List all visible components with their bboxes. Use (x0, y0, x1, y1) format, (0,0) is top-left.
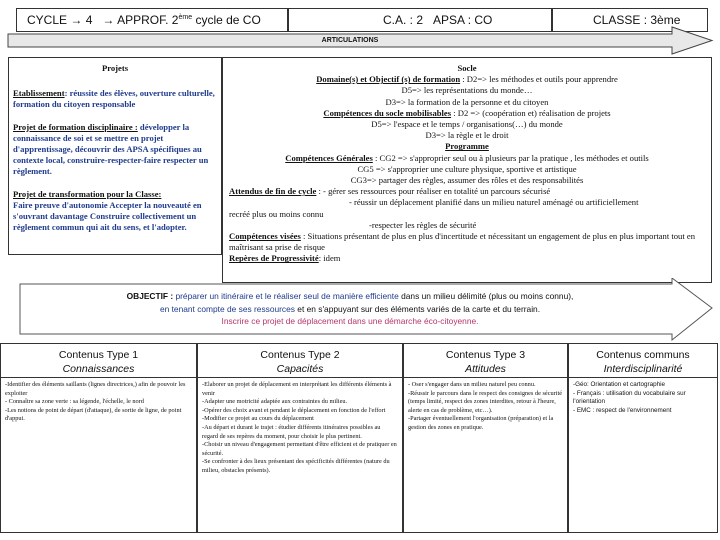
reperes-label: Repères de Progressivité (229, 253, 319, 264)
column-line: -Réussir le parcours dans le respect des consignes de sécurité (temps limité, respect des zones interdites, retour à l'heure, alerte en cas de problème, etc…). (408, 389, 563, 414)
socle-panel (222, 57, 712, 283)
contenus-type2-column (197, 343, 403, 533)
projets-panel (8, 57, 222, 255)
objectif-text: et en s'appuyant sur des éléments variés de la carte et du terrain. (297, 303, 541, 314)
socle-title: Socle (457, 63, 477, 73)
competences-visees-line (229, 231, 705, 253)
column-line: -Au départ et durant le trajet : étudier différents itinéraires possibles au regard de ses repères du moment, pour choisir le plus pertinent. (202, 423, 381, 440)
objectif-text-block (40, 290, 660, 328)
competences-generales-text: : CG2 => s'approprier seul ou à plusieurs par la pratique , les méthodes et outils (372, 152, 649, 163)
column-subtitle-text: Connaissances (62, 363, 135, 375)
projet-formation-text: développer la connaissance de soi et se mettre en projet d'apprentissage, découvrir des APSA spécifiques au contexte local, construire-respecter-faire respecter un règlement. (13, 121, 209, 177)
objectif-text: dans un milieu délimité (plus ou moins connu), (401, 291, 574, 301)
approf-label: APPROF. (117, 13, 169, 27)
column-title: Contenus Type 2 (260, 349, 340, 361)
column-subtitle-text: Interdisciplinarité (603, 363, 683, 375)
domaines-text: : D2=> les méthodes et outils pour apprendre (460, 74, 618, 85)
projet-classe-text: Faire preuve d'autonomie Accepter la nouveauté en s'ouvrant davantage Construire collectivement un règlement commun qui ait du sens, et l'adopter. (13, 199, 202, 233)
objectif-text: en tenant compte de ses ressources (159, 303, 298, 314)
classe-label: CLASSE : 3ème (593, 13, 681, 27)
column-title: Contenus communs (596, 349, 690, 361)
competences-socle-text: D5=> l'espace et le temps / organisations(…) du monde (371, 119, 563, 130)
attendus-line (229, 186, 705, 197)
objectif-text: Inscrire ce projet de déplacement dans une démarche éco-citoyenne. (221, 316, 479, 326)
ordinal: 2 (171, 13, 179, 27)
column-subtitle (569, 362, 717, 376)
contenus-type3-column (403, 343, 568, 533)
competences-generales-line (229, 153, 705, 164)
projet-formation-label: Projet de formation disciplinaire : (13, 121, 138, 132)
attendus-text: -respecter les règles de sécurité (369, 219, 477, 230)
contenus-communs-column (568, 343, 718, 533)
cycle-label: CYCLE (27, 13, 68, 27)
projet-classe-block (13, 189, 217, 234)
apsa-label: APSA : CO (433, 13, 493, 27)
column-line: -Partager éventuellement l'organisation (préparation) et la gestion des zones en pratique. (408, 415, 554, 431)
domaines-line (229, 74, 705, 85)
column-line: -Opérer des choix avant et pendant le déplacement en fonction de l'effort (202, 406, 386, 414)
competences-socle-label: Compétences du socle mobilisables (323, 107, 452, 118)
reperes-line (229, 253, 705, 264)
projets-title: Projets (101, 63, 129, 73)
arrow-icon: → (70, 13, 83, 27)
etablissement-block (13, 88, 217, 110)
projet-formation-block (13, 122, 217, 178)
ca-label: C.A. : 2 (383, 13, 424, 27)
competences-generales-label: Compétences Générales (285, 152, 373, 163)
column-title: Contenus Type 1 (58, 349, 139, 361)
programme-heading: Programme (445, 141, 489, 152)
competences-visees-text: : Situations présentant de plus en plus d'incertitude et nécessitant un engagement de plus en plus important tout en maîtrisant sa prise de risque (229, 231, 695, 253)
articulations-arrow (0, 0, 720, 60)
objectif-label: OBJECTIF : (126, 291, 174, 301)
domaines-text: D5=> les représentations du monde… (401, 85, 533, 96)
competences-generales-text: CG5 => s'approprier une culture physique, sportive et artistique (357, 163, 577, 174)
column-subtitle (198, 362, 402, 376)
attendus-text: - réussir un déplacement planifié dans un milieu naturel aménagé ou artificiellement (349, 197, 639, 208)
cycle-co: cycle de CO (195, 13, 261, 27)
column-title: Contenus Type 3 (445, 349, 526, 361)
etablissement-label: Etablissement (13, 88, 65, 99)
competences-socle-text: : D2 => (coopération et) réalisation de projets (451, 107, 611, 118)
column-line: -Se confronter à des lieux présentant des spécificités différentes (nature du milieu, obstacles présents). (202, 458, 390, 474)
competences-socle-text: D3=> la règle et le droit (425, 130, 509, 141)
competences-socle-line (229, 108, 705, 119)
ordinal-sup: ème (178, 14, 193, 21)
column-line: -Identifier des éléments saillants (lignes directrices,) afin de pouvoir les exploiter (5, 381, 186, 397)
column-line: - Oser s'engager dans un milieu naturel peu connu. (408, 381, 536, 388)
column-line: -Choisir un niveau d'engagement permettant d'être efficient et de pratiquer en sécurité. (202, 441, 397, 457)
domaines-text: D3=> la formation de la personne et du citoyen (385, 96, 549, 107)
column-line: -Les notions de point de départ (d'attaque), de sortie de ligne, de point d'appui. (5, 406, 182, 423)
column-line: -Géo: Orientation et cartographie (573, 381, 666, 388)
arrow-icon: → (102, 13, 115, 27)
column-line: - Connaître sa zone verte : sa légende, l'échelle, le nord (5, 398, 144, 406)
column-subtitle (404, 362, 567, 376)
column-line: - EMC : respect de l'environnement (573, 406, 672, 414)
competences-generales-text: CG3=> partager des règles, assumer des rôles et des responsabilités (350, 175, 584, 186)
column-line: -Modifier ce projet au cours du déplacement (202, 415, 314, 423)
reperes-text: : idem (318, 253, 341, 264)
domaines-label: Domaine(s) et Objectif (s) de formation (316, 74, 461, 85)
articulations-label: ARTICULATIONS (321, 37, 379, 44)
attendus-label: Attendus de fin de cycle (229, 186, 317, 197)
attendus-text: : - gérer ses ressources pour réaliser en totalité un parcours sécurisé (316, 186, 551, 197)
column-line: - Français : utilisation du vocabulaire sur l'orientation (573, 389, 686, 406)
column-subtitle-text: Attitudes (465, 363, 506, 375)
column-subtitle-text: Capacités (276, 363, 324, 375)
column-subtitle (1, 362, 196, 376)
objectif-text: préparer un itinéraire et le réaliser seul de manière efficiente (173, 291, 402, 301)
etablissement-text: : réussite des élèves, ouverture culturelle, formation du citoyen responsable (13, 88, 215, 110)
attendus-text: recréé plus ou moins connu (229, 208, 324, 219)
competences-visees-label: Compétences visées (229, 231, 301, 242)
column-line: -Adapter une motricité adaptée aux contraintes du milieu. (202, 398, 348, 406)
column-line: -Elaborer un projet de déplacement en interprétant les différents éléments à venir (202, 381, 392, 397)
contenus-type1-column (0, 343, 197, 533)
cycle-number: 4 (85, 13, 93, 27)
projet-classe-label: Projet de transformation pour la Classe: (13, 188, 162, 199)
